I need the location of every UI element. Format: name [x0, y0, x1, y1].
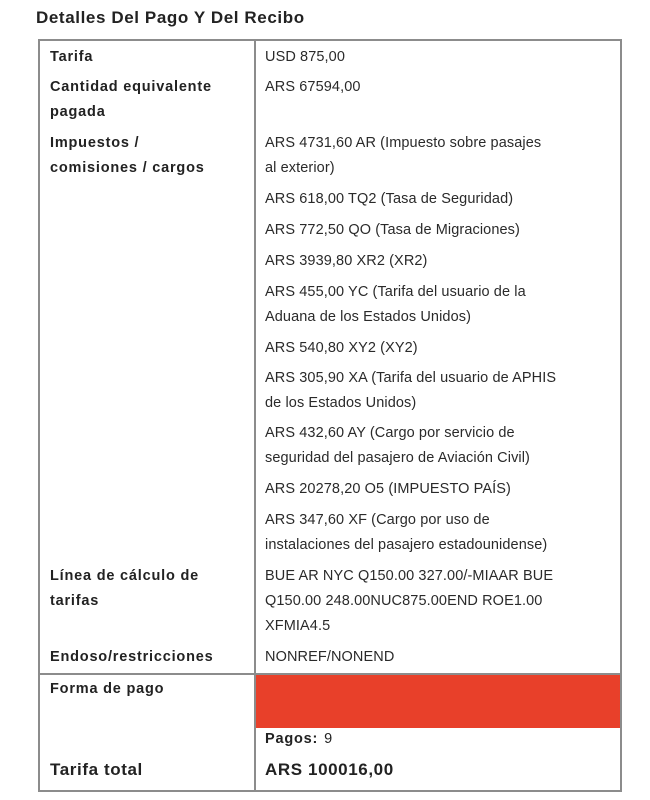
tax-item-line: ARS 432,60 AY (Cargo por servicio de: [265, 425, 515, 441]
tax-item-line: seguridad del pasajero de Aviación Civil): [265, 450, 530, 466]
pagos-line: [265, 728, 332, 750]
tarifa-label: Tarifa: [50, 49, 94, 65]
impuestos-label-line2: comisiones / cargos: [50, 160, 205, 176]
linea-value-line3: XFMIA4.5: [265, 618, 331, 634]
cantidad-value: ARS 67594,00: [265, 79, 361, 95]
tax-item-line: Aduana de los Estados Unidos): [265, 309, 472, 325]
tax-item-line: instalaciones del pasajero estadounidense): [265, 537, 548, 553]
tax-item-line: ARS 772,50 QO (Tasa de Migraciones): [265, 222, 520, 238]
page-title: Detalles Del Pago Y Del Recibo: [36, 8, 305, 27]
tax-item-line: de los Estados Unidos): [265, 395, 417, 411]
tax-item-line: ARS 3939,80 XR2 (XR2): [265, 253, 428, 269]
linea-label-line2: tarifas: [50, 593, 100, 609]
linea-value-line1: BUE AR NYC Q150.00 327.00/-MIAAR BUE: [265, 568, 554, 584]
cantidad-label-line1: Cantidad equivalente: [50, 79, 212, 95]
tax-item-line: ARS 4731,60 AR (Impuesto sobre pasajes: [265, 135, 542, 151]
redacted-payment-block: [256, 675, 620, 728]
tax-item-line: ARS 20278,20 O5 (IMPUESTO PAÍS): [265, 481, 511, 497]
tarifa-value: USD 875,00: [265, 49, 345, 65]
pagos-value: 9: [324, 731, 333, 747]
tax-item-line: al exterior): [265, 160, 335, 176]
pagos-label: Pagos:: [265, 731, 319, 747]
total-label: Tarifa total: [50, 760, 143, 779]
linea-label-line1: Línea de cálculo de: [50, 568, 199, 584]
tax-item-line: ARS 540,80 XY2 (XY2): [265, 340, 418, 356]
total-value: ARS 100016,00: [265, 760, 394, 779]
linea-value-line2: Q150.00 248.00NUC875.00END ROE1.00: [265, 593, 543, 609]
forma-pago-label: Forma de pago: [50, 681, 165, 697]
tax-item-line: ARS 347,60 XF (Cargo por uso de: [265, 512, 490, 528]
tax-item-line: ARS 618,00 TQ2 (Tasa de Seguridad): [265, 191, 514, 207]
cantidad-label-line2: pagada: [50, 104, 106, 120]
endoso-label: Endoso/restricciones: [50, 649, 214, 665]
tax-item-line: ARS 455,00 YC (Tarifa del usuario de la: [265, 284, 526, 300]
tax-item-line: ARS 305,90 XA (Tarifa del usuario de APHIS: [265, 370, 557, 386]
endoso-value: NONREF/NONEND: [265, 649, 395, 665]
impuestos-label-line1: Impuestos /: [50, 135, 140, 151]
